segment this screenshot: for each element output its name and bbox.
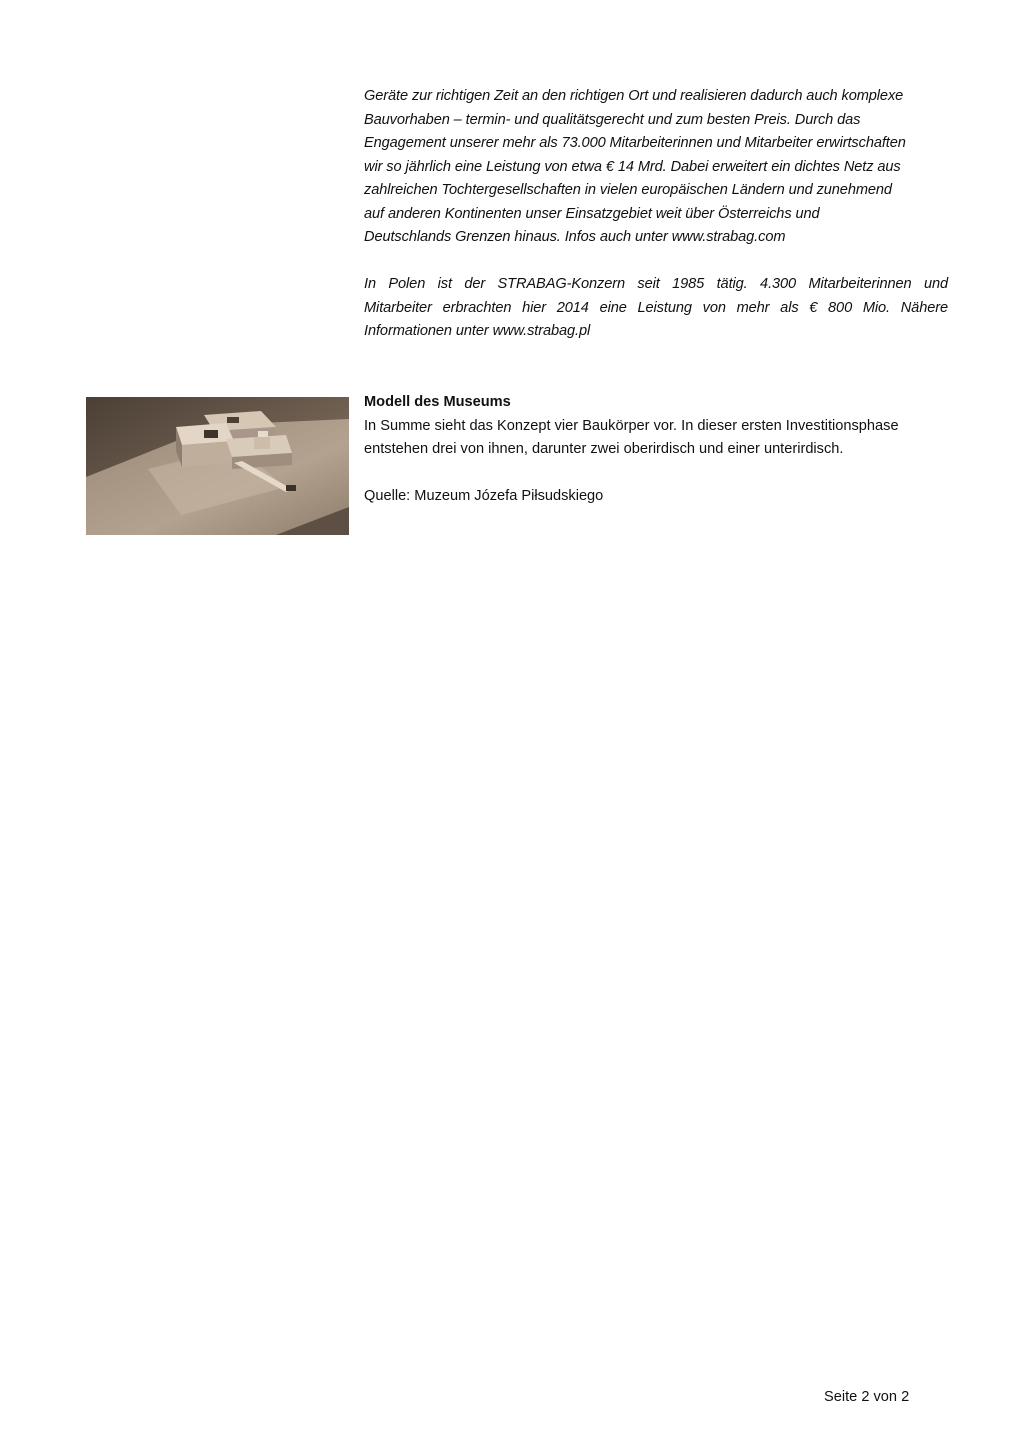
poland-paragraph-line: Mitarbeiter erbrachten hier 2014 eine Leistung von mehr als € 800 Mio. Nähere xyxy=(364,299,948,316)
poland-paragraph-line: Informationen unter www.strabag.pl xyxy=(364,323,591,339)
company-paragraph-line: Geräte zur richtigen Zeit an den richtigen Ort und realisieren dadurch auch komplexe xyxy=(364,88,904,104)
museum-model-photo xyxy=(86,397,349,535)
poland-paragraph xyxy=(364,273,948,344)
company-paragraph-line: zahlreichen Tochtergesellschaften in vielen europäischen Ländern und zunehmend xyxy=(364,182,892,198)
company-paragraph-line: wir so jährlich eine Leistung von etwa € 14 Mrd. Dabei erweitert ein dichtes Netz aus xyxy=(364,158,901,175)
poland-paragraph-line: In Polen ist der STRABAG-Konzern seit 1985 tätig. 4.300 Mitarbeiterinnen und xyxy=(364,276,948,292)
caption-source: Quelle: Muzeum Józefa Piłsudskiego xyxy=(364,488,604,504)
company-paragraph-line: auf anderen Kontinenten unser Einsatzgebiet weit über Österreichs und xyxy=(364,205,820,222)
company-paragraph-line: Deutschlands Grenzen hinaus. Infos auch unter www.strabag.com xyxy=(364,229,786,245)
caption-line: In Summe sieht das Konzept vier Baukörper vor. In dieser ersten Investitionsphase xyxy=(364,417,899,434)
caption-title: Modell des Museums xyxy=(364,394,511,410)
company-paragraph xyxy=(364,85,948,250)
page-number: Seite 2 von 2 xyxy=(824,1389,910,1405)
company-paragraph-line: Engagement unserer mehr als 73.000 Mitarbeiterinnen und Mitarbeiter erwirtschaften xyxy=(364,135,906,151)
company-paragraph-line: Bauvorhaben – termin- und qualitätsgerecht und zum besten Preis. Durch das xyxy=(364,111,861,128)
caption-line: entstehen drei von ihnen, darunter zwei oberirdisch und einer unterirdisch. xyxy=(364,441,844,457)
image-caption xyxy=(364,391,948,509)
